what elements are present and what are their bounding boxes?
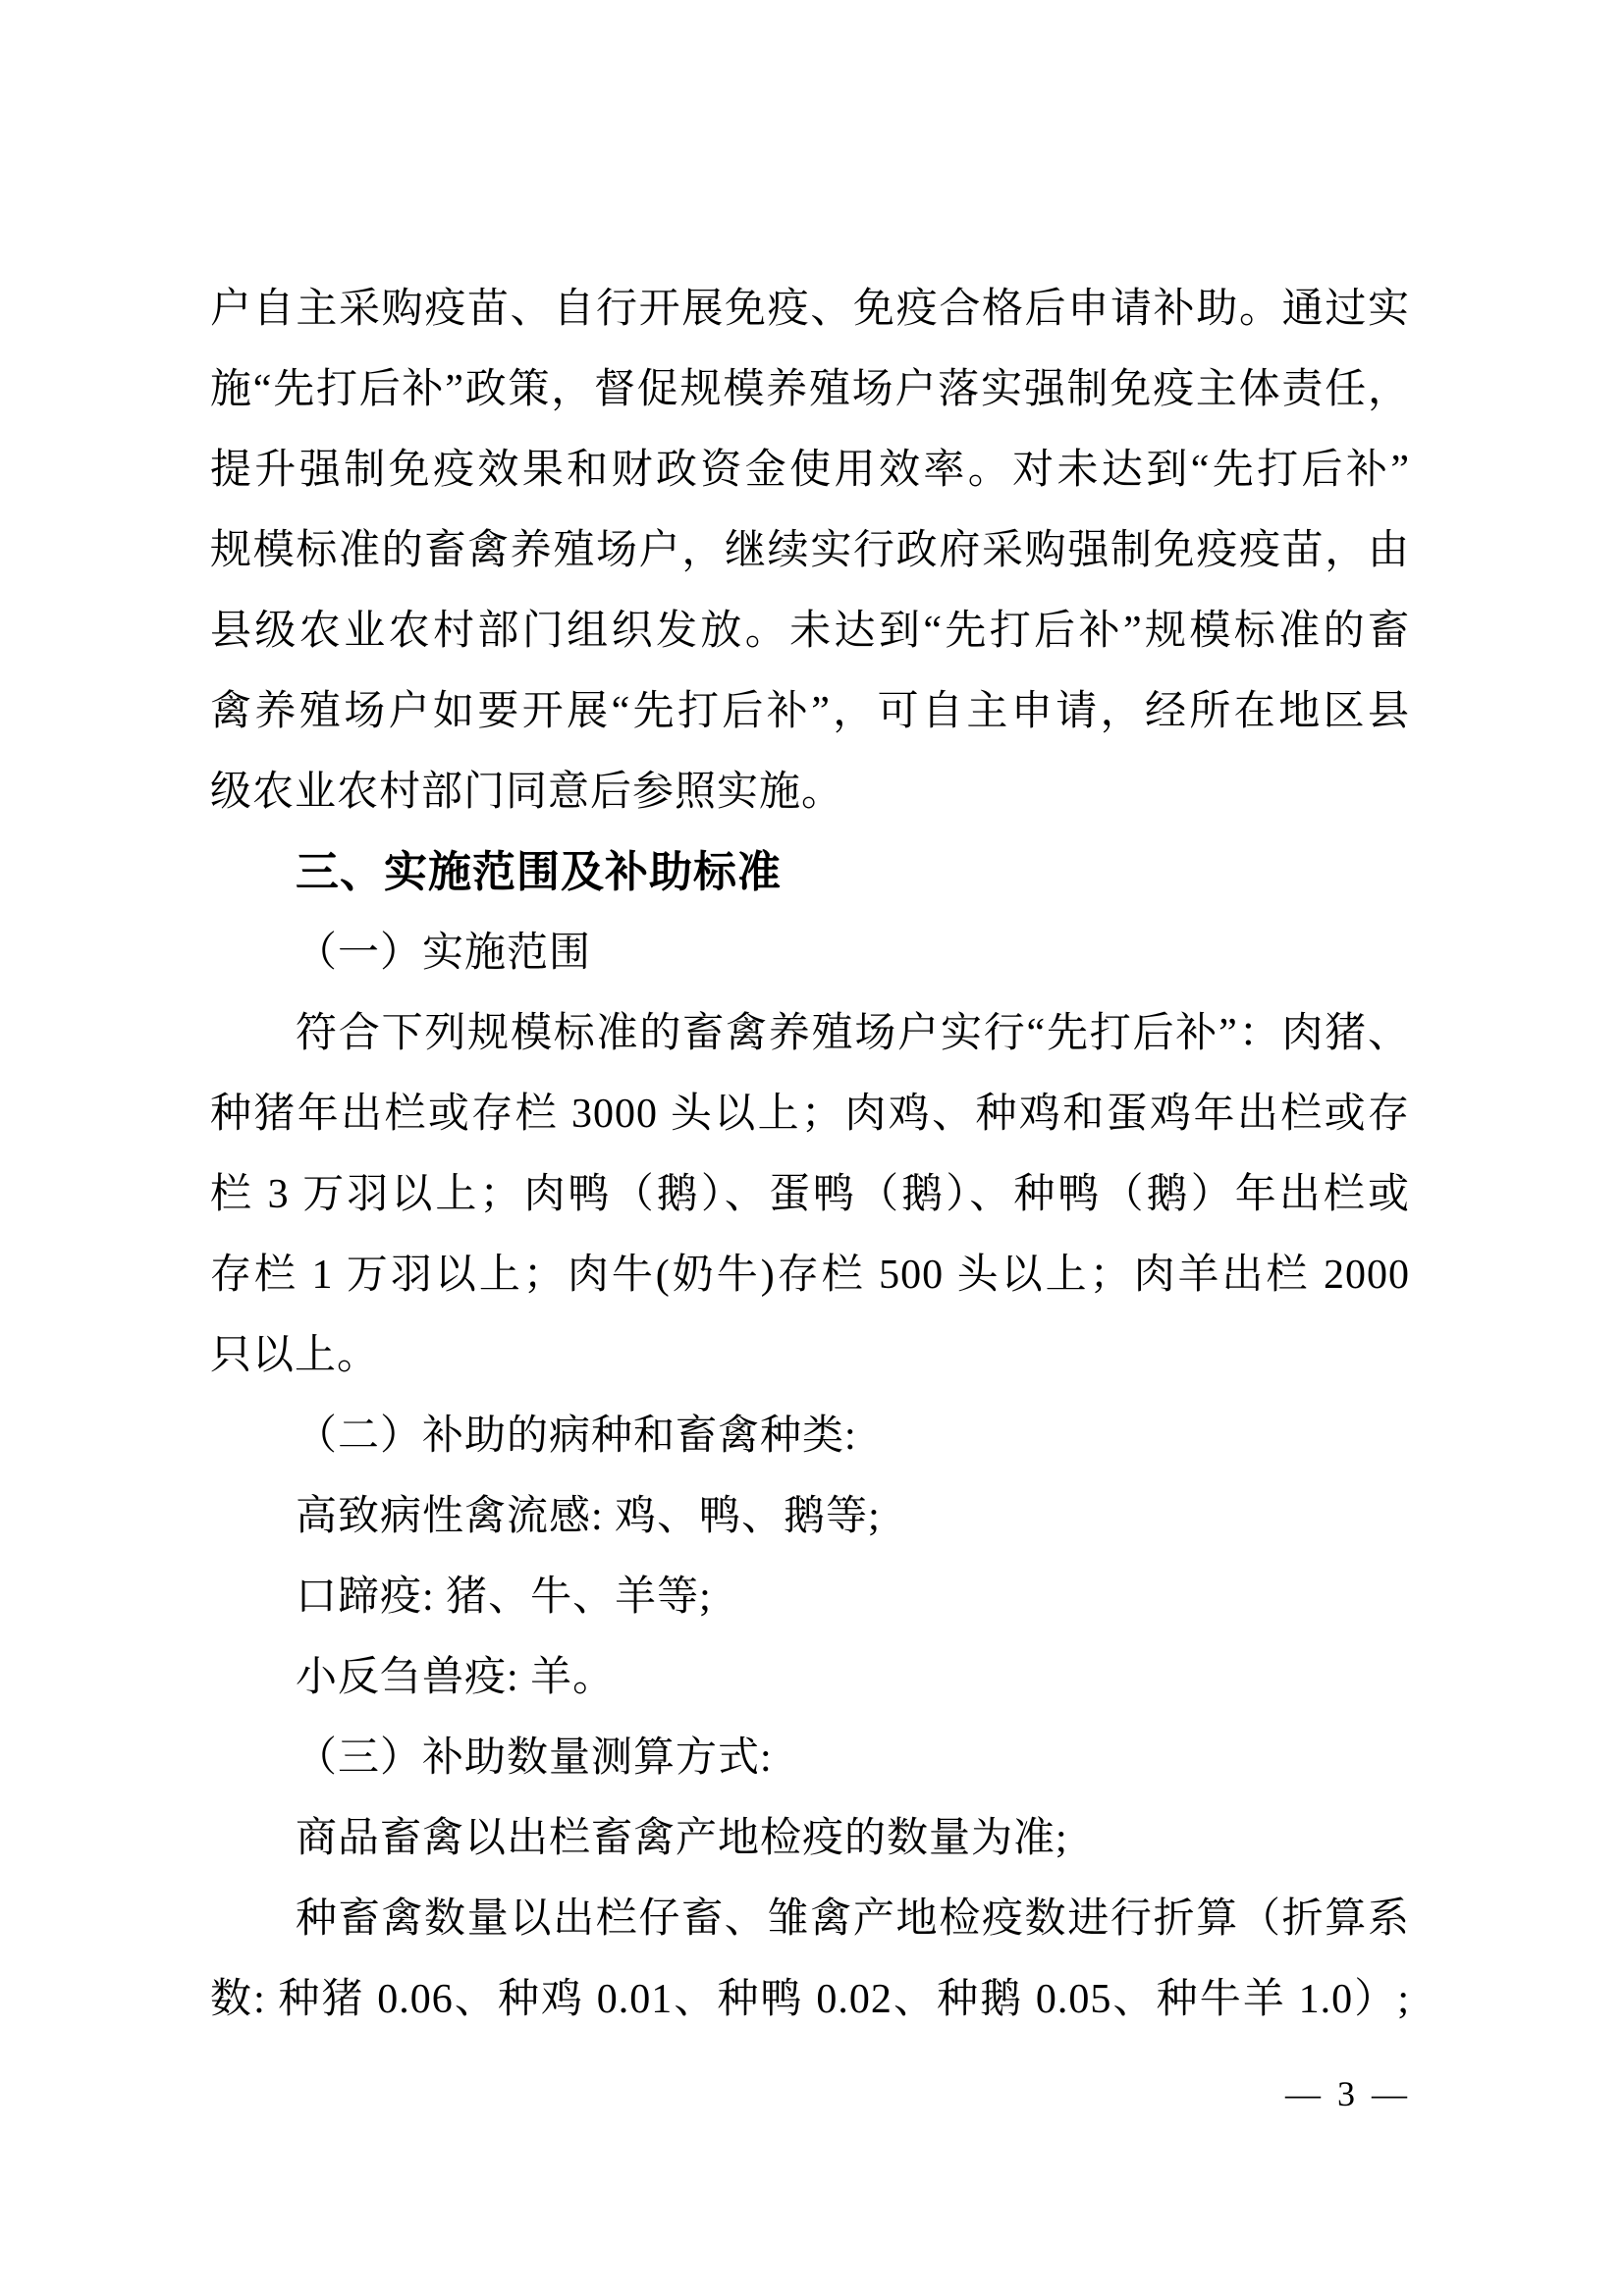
text-line: 只以上。 — [210, 1333, 380, 1378]
text-line: 禽养殖场户如要开展“先打后补”，可自主申请，经所在地区县 — [210, 689, 1410, 734]
text-line: 口蹄疫: 猪、牛、羊等; — [296, 1575, 712, 1620]
text-line: 符合下列规模标准的畜禽养殖场户实行“先打后补”：肉猪、 — [296, 1011, 1410, 1056]
page-number: — 3 — — [1285, 2074, 1411, 2113]
subsection-heading: （三）补助数量测算方式: — [296, 1735, 773, 1781]
text-line: 规模标准的畜禽养殖场户，继续实行政府采购强制免疫疫苗，由 — [210, 528, 1410, 573]
subsection-heading: （一）实施范围 — [296, 931, 592, 976]
text-line: 商品畜禽以出栏畜禽产地检疫的数量为准; — [296, 1816, 1068, 1861]
text-line: 施“先打后补”政策，督促规模养殖场户落实强制免疫主体责任， — [210, 367, 1410, 412]
text-line: 县级农业农村部门组织发放。未达到“先打后补”规模标准的畜 — [210, 609, 1410, 654]
text-line: 提升强制免疫效果和财政资金使用效率。对未达到“先打后补” — [210, 448, 1410, 493]
text-line: 存栏 1 万羽以上；肉牛(奶牛)存栏 500 头以上；肉羊出栏 2000 — [210, 1253, 1410, 1298]
text-line: 高致病性禽流感: 鸡、鸭、鹅等; — [296, 1494, 881, 1539]
text-line: 级农业农村部门同意后参照实施。 — [210, 770, 844, 815]
document-body — [210, 269, 1410, 2040]
text-line: 小反刍兽疫: 羊。 — [296, 1655, 616, 1700]
text-line: 数: 种猪 0.06、种鸡 0.01、种鸭 0.02、种鹅 0.05、种牛羊 1.0）; — [210, 1977, 1410, 2022]
text-line: 种猪年出栏或存栏 3000 头以上；肉鸡、种鸡和蛋鸡年出栏或存 — [210, 1092, 1410, 1137]
text-line: 种畜禽数量以出栏仔畜、雏禽产地检疫数进行折算（折算系 — [296, 1896, 1410, 1942]
text-line: 栏 3 万羽以上；肉鸭（鹅）、蛋鸭（鹅）、种鸭（鹅）年出栏或 — [210, 1172, 1410, 1217]
subsection-heading: （二）补助的病种和畜禽种类: — [296, 1414, 857, 1459]
section-heading: 三、实施范围及补助标准 — [296, 848, 782, 896]
text-line: 户自主采购疫苗、自行开展免疫、免疫合格后申请补助。通过实 — [210, 287, 1410, 332]
